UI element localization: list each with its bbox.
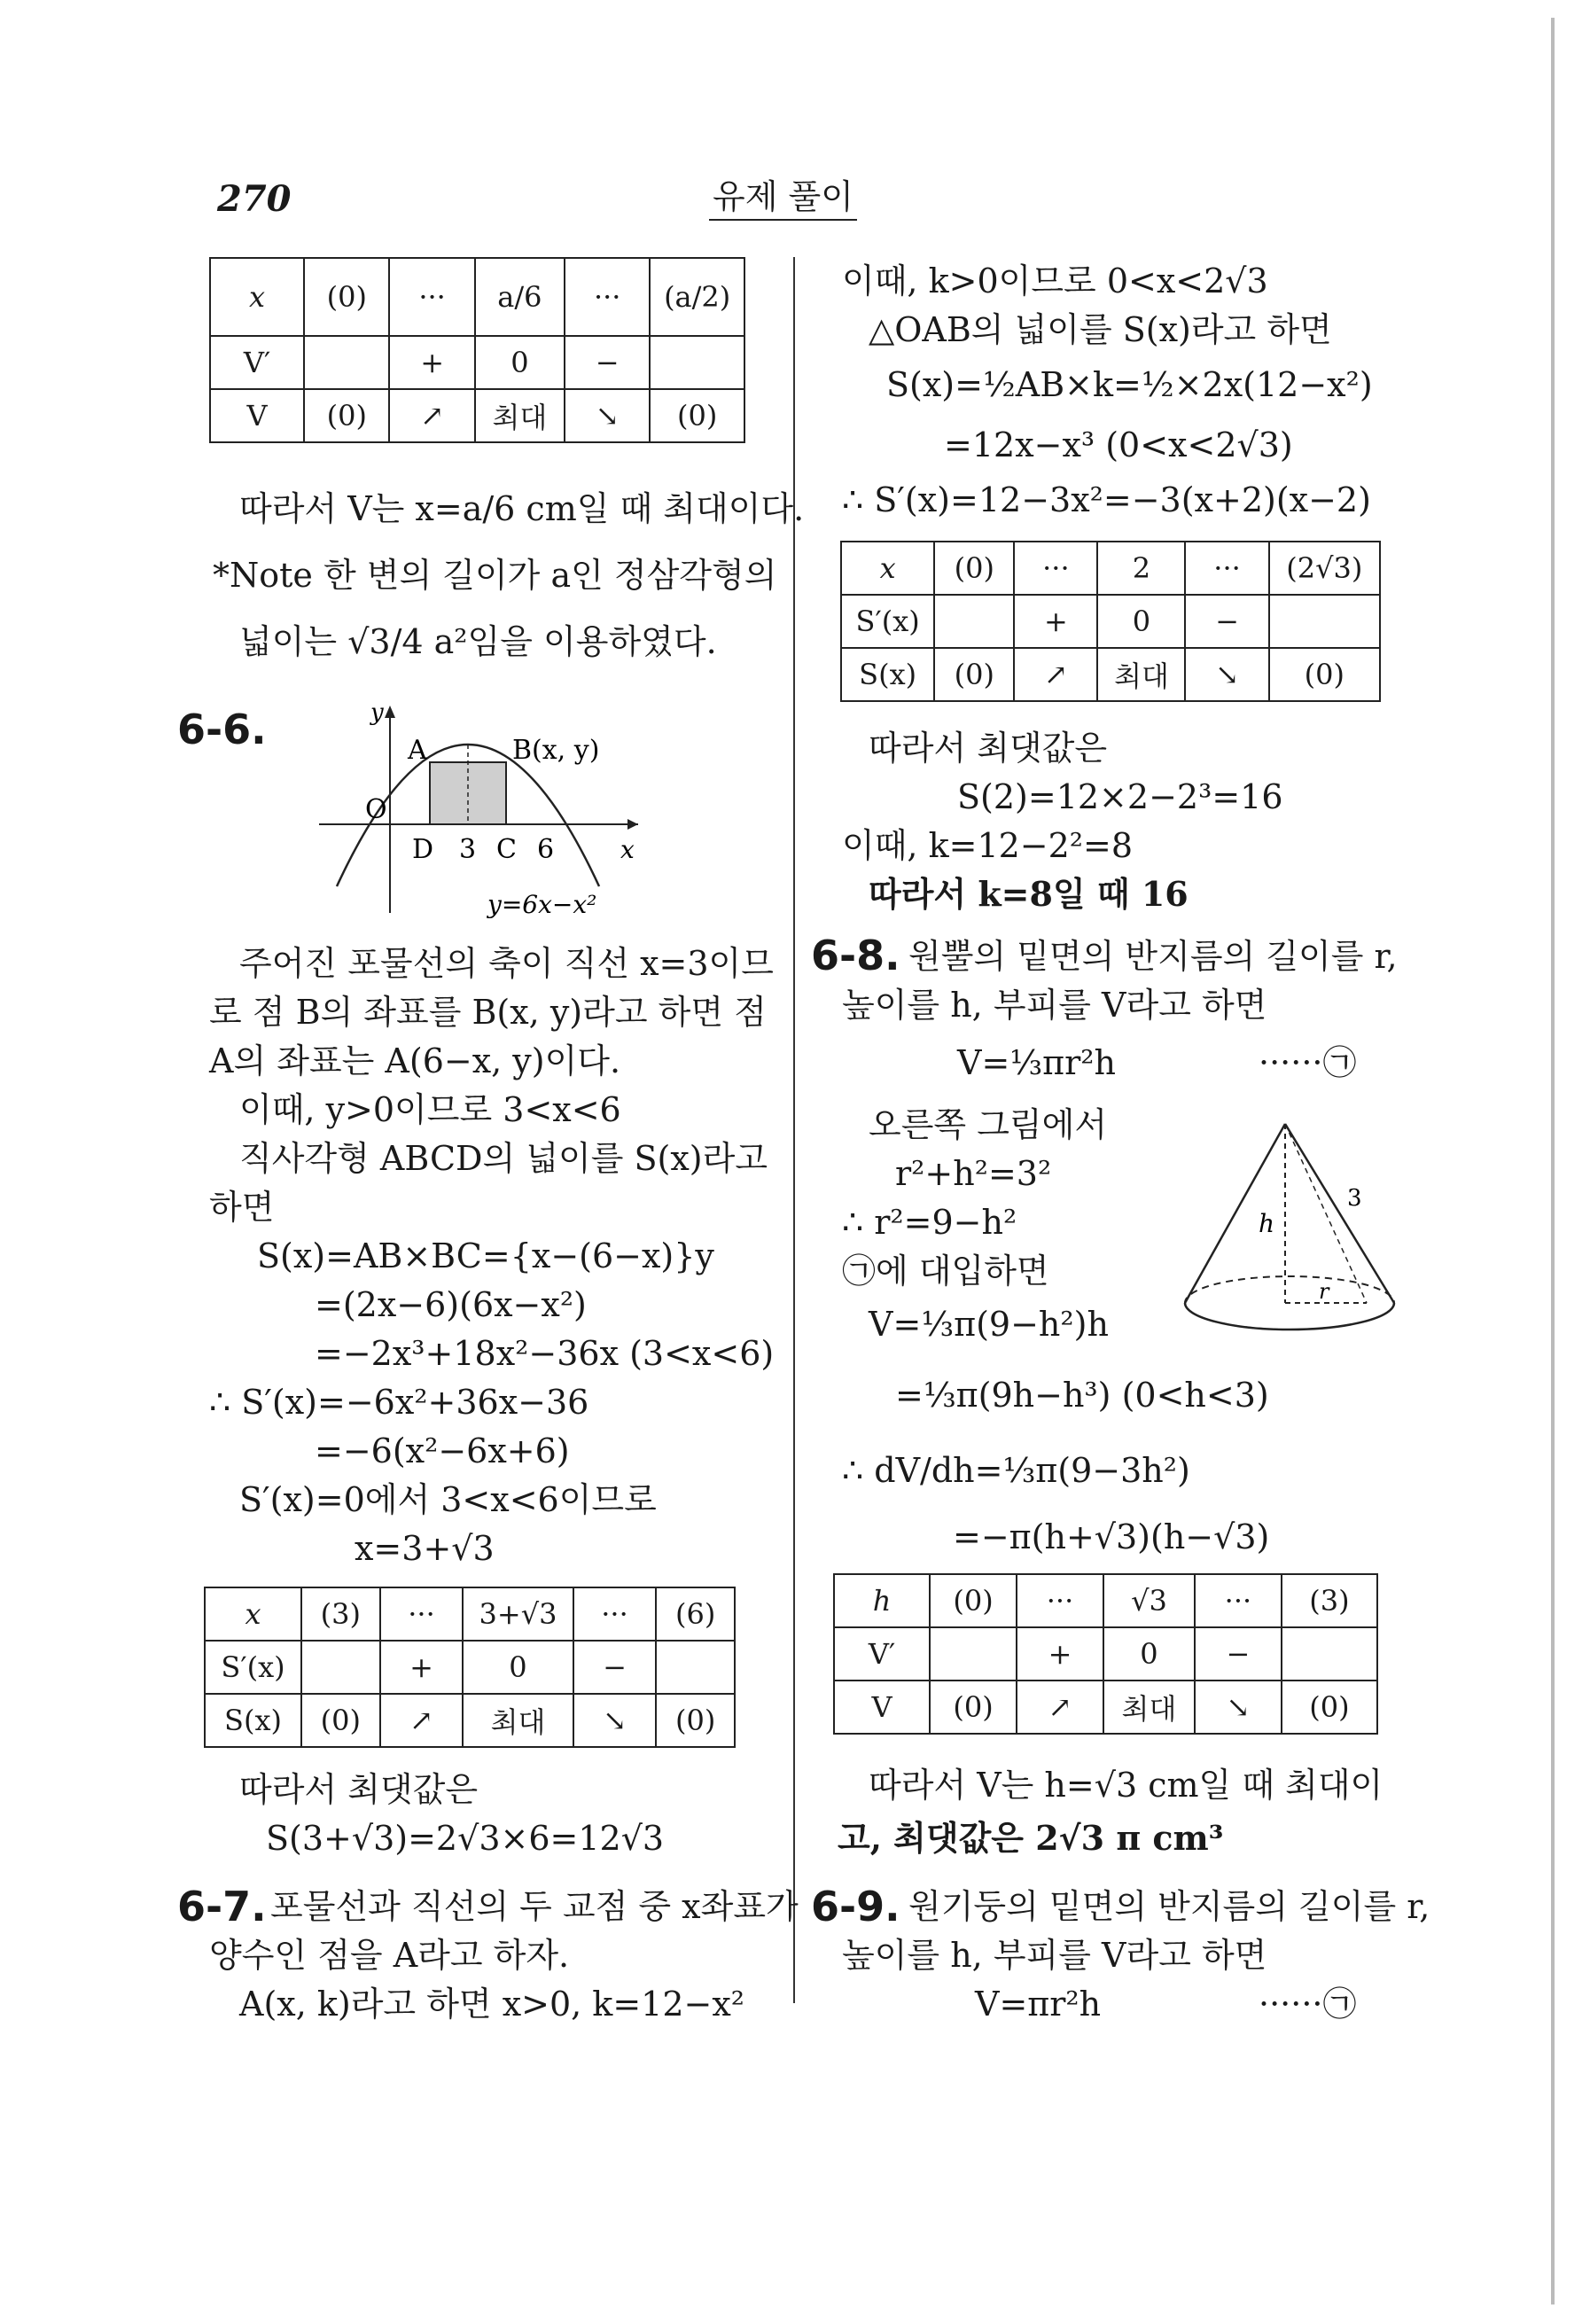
equation-line: x=3+√3 xyxy=(355,1529,495,1568)
table-cell: S′(x) xyxy=(841,595,934,648)
cone-label-r: r xyxy=(1319,1279,1329,1304)
cone-label-3: 3 xyxy=(1347,1185,1362,1212)
y-axis-arrow xyxy=(385,706,395,718)
table-cell: 2 xyxy=(1097,542,1185,595)
problem-number-6-8: 6-8. xyxy=(811,932,900,979)
table-cell: 3+√3 xyxy=(463,1587,573,1641)
table-cell: 최대 xyxy=(463,1694,573,1747)
equation-line: S(2)=12×2−2³=16 xyxy=(957,777,1283,816)
table-row xyxy=(205,1641,735,1694)
table-cell: (6) xyxy=(656,1587,735,1641)
table-cell: S′(x) xyxy=(205,1641,301,1694)
label-b: B(x, y) xyxy=(512,735,600,766)
label-x: x xyxy=(620,835,635,864)
table-cell: (2√3) xyxy=(1269,542,1380,595)
table-cell: V xyxy=(210,389,304,442)
table-cell: (0) xyxy=(301,1694,380,1747)
table-cell: √3 xyxy=(1103,1574,1195,1627)
table-cell: − xyxy=(1185,595,1268,648)
table-cell xyxy=(650,336,744,389)
table-cell xyxy=(930,1627,1017,1681)
label-o: O xyxy=(365,794,387,825)
text-line: 이때, k>0이므로 0<x<2√3 xyxy=(842,261,1268,300)
table-cell xyxy=(304,336,389,389)
table-cell: (a/2) xyxy=(650,258,744,336)
table-v-increase-decrease xyxy=(209,257,745,443)
problem-number-6-6: 6-6. xyxy=(177,706,267,753)
table-cell: ↗ xyxy=(389,389,474,442)
equation-line: S(x)=½AB×k=½×2x(12−x²) xyxy=(886,365,1373,404)
table-cell: V′ xyxy=(210,336,304,389)
equation-line: ∴ dV/dh=⅓π(9−3h²) xyxy=(842,1451,1190,1490)
text-line: 이때, k=12−2²=8 xyxy=(842,826,1134,865)
table-cell: (3) xyxy=(1282,1574,1377,1627)
equation-line: S(3+√3)=2√3×6=12√3 xyxy=(266,1819,665,1858)
table-row xyxy=(841,648,1380,701)
table-cell: + xyxy=(1014,595,1097,648)
text-line: △OAB의 넓이를 S(x)라고 하면 xyxy=(869,310,1332,349)
table-cell: ↗ xyxy=(1017,1681,1103,1734)
table-cell: V xyxy=(834,1681,930,1734)
table-cell: 최대 xyxy=(475,389,565,442)
text-line: 직사각형 ABCD의 넓이를 S(x)라고 xyxy=(239,1139,768,1178)
text-line: 양수인 점을 A라고 하자. xyxy=(209,1936,570,1975)
table-cell xyxy=(1282,1627,1377,1681)
text-line: 따라서 최댓값은 xyxy=(869,729,1108,768)
label-c: C xyxy=(496,834,517,865)
equation-line: V=⅓π(9−h²)h xyxy=(869,1305,1109,1344)
equation-tag: ······㉠ xyxy=(1259,1985,1357,2024)
equation-tag: ······㉠ xyxy=(1259,1043,1357,1082)
table-cell: 0 xyxy=(475,336,565,389)
table-cell: x xyxy=(841,542,934,595)
table-row xyxy=(834,1681,1377,1734)
table-cell: ↘ xyxy=(1195,1681,1282,1734)
table-row xyxy=(210,389,744,442)
table-cell: ↗ xyxy=(380,1694,464,1747)
table-volume-increase-decrease xyxy=(833,1573,1378,1735)
table-cell xyxy=(1269,595,1380,648)
text-line: 주어진 포물선의 축이 직선 x=3이므 xyxy=(239,944,774,983)
text-line: 따라서 V는 x=a/6 cm일 때 최대이다. xyxy=(239,489,805,528)
text-line: 따라서 최댓값은 xyxy=(239,1770,479,1809)
problem-number-6-9: 6-9. xyxy=(811,1883,900,1930)
page-title: 유제 풀이 xyxy=(709,180,857,221)
table-cell: ··· xyxy=(1185,542,1268,595)
label-3: 3 xyxy=(459,834,477,865)
table-row xyxy=(205,1694,735,1747)
equation-line: =−π(h+√3)(h−√3) xyxy=(953,1517,1270,1556)
text-line: 오른쪽 그림에서 xyxy=(869,1105,1108,1144)
text-line: 원기둥의 밑면의 반지름의 길이를 r, xyxy=(908,1887,1430,1926)
table-row xyxy=(205,1587,735,1641)
table-cell: x xyxy=(205,1587,301,1641)
cone-base-front xyxy=(1185,1303,1394,1330)
text-line: 포물선과 직선의 두 교점 중 x좌표가 xyxy=(270,1887,799,1926)
text-line: 로 점 B의 좌표를 B(x, y)라고 하면 점 xyxy=(209,993,767,1032)
answer-line: 따라서 k=8일 때 16 xyxy=(869,874,1189,914)
table-cell: (0) xyxy=(930,1681,1017,1734)
table-cell: ··· xyxy=(389,258,474,336)
equation-line: r²+h²=3² xyxy=(895,1154,1052,1193)
table-cell: (3) xyxy=(301,1587,380,1641)
table-cell: h xyxy=(834,1574,930,1627)
page-edge xyxy=(1551,18,1555,2305)
equation-line: =(2x−6)(6x−x²) xyxy=(315,1285,587,1324)
table-row xyxy=(210,258,744,336)
table-cell: (0) xyxy=(304,258,389,336)
equation-line: ∴ r²=9−h² xyxy=(842,1203,1017,1242)
table-cell: ··· xyxy=(380,1587,464,1641)
label-d: D xyxy=(412,834,434,865)
table-cell: (0) xyxy=(934,542,1014,595)
cone-slant xyxy=(1285,1124,1367,1303)
text-line: S′(x)=0에서 3<x<6이므로 xyxy=(239,1480,657,1519)
table-cell: + xyxy=(389,336,474,389)
table-s-increase-decrease xyxy=(204,1587,736,1748)
text-line: 하면 xyxy=(209,1188,275,1227)
text-line: 넓이는 √3/4 a²임을 이용하였다. xyxy=(239,622,717,661)
equation-line: =−2x³+18x²−36x (3<x<6) xyxy=(315,1334,775,1373)
table-cell: + xyxy=(380,1641,464,1694)
table-cell: 0 xyxy=(1097,595,1185,648)
label-a: A xyxy=(408,735,427,766)
equation-line: V=πr²h xyxy=(975,1985,1102,2024)
table-cell: a/6 xyxy=(475,258,565,336)
table-cell: ↘ xyxy=(1185,648,1268,701)
table-cell: 최대 xyxy=(1103,1681,1195,1734)
table-cell: − xyxy=(1195,1627,1282,1681)
table-s-area-increase-decrease xyxy=(840,541,1381,702)
text-line: 원뿔의 밑면의 반지름의 길이를 r, xyxy=(908,937,1398,976)
table-cell: ··· xyxy=(1017,1574,1103,1627)
table-cell xyxy=(301,1641,380,1694)
table-cell: − xyxy=(573,1641,657,1694)
table-cell: x xyxy=(210,258,304,336)
table-cell: 0 xyxy=(1103,1627,1195,1681)
table-cell: S(x) xyxy=(841,648,934,701)
table-cell: ··· xyxy=(565,258,650,336)
table-cell xyxy=(656,1641,735,1694)
table-row xyxy=(834,1574,1377,1627)
label-6: 6 xyxy=(537,834,555,865)
text-line: 이때, y>0이므로 3<x<6 xyxy=(239,1090,621,1129)
label-y: y xyxy=(370,700,384,726)
cone-label-h: h xyxy=(1259,1209,1275,1238)
table-cell: (0) xyxy=(1269,648,1380,701)
table-cell: ↘ xyxy=(573,1694,657,1747)
table-cell: (0) xyxy=(930,1574,1017,1627)
table-cell: (0) xyxy=(650,389,744,442)
text-line: ㉠에 대입하면 xyxy=(842,1252,1049,1291)
parabola-equation: y=6x−x² xyxy=(487,890,597,919)
equation-line: =⅓π(9h−h³) (0<h<3) xyxy=(895,1376,1269,1415)
answer-line: 고, 최댓값은 2√3 π cm³ xyxy=(838,1818,1224,1858)
equation-line: =−6(x²−6x+6) xyxy=(315,1431,570,1470)
table-cell xyxy=(934,595,1014,648)
table-cell: + xyxy=(1017,1627,1103,1681)
page-number: 270 xyxy=(217,178,292,220)
text-line: 따라서 V는 h=√3 cm일 때 최대이 xyxy=(869,1766,1383,1805)
table-cell: 0 xyxy=(463,1641,573,1694)
equation-line: V=⅓πr²h xyxy=(957,1043,1116,1082)
table-cell: V′ xyxy=(834,1627,930,1681)
text-line: 높이를 h, 부피를 V라고 하면 xyxy=(842,1936,1267,1975)
text-line: 높이를 h, 부피를 V라고 하면 xyxy=(842,986,1267,1025)
table-cell: ··· xyxy=(1014,542,1097,595)
parabola-figure xyxy=(319,700,656,922)
equation-line: S(x)=AB×BC={x−(6−x)}y xyxy=(257,1236,714,1275)
table-row xyxy=(834,1627,1377,1681)
table-cell: − xyxy=(565,336,650,389)
table-cell: (0) xyxy=(1282,1681,1377,1734)
table-cell: ↗ xyxy=(1014,648,1097,701)
table-row xyxy=(841,542,1380,595)
table-cell: (0) xyxy=(304,389,389,442)
note-line: *Note 한 변의 길이가 a인 정삼각형의 xyxy=(213,556,777,595)
table-row xyxy=(841,595,1380,648)
table-cell: ↘ xyxy=(565,389,650,442)
table-cell: ··· xyxy=(573,1587,657,1641)
equation-line: ∴ S′(x)=−6x²+36x−36 xyxy=(209,1383,589,1422)
x-axis-arrow xyxy=(627,819,638,830)
table-cell: S(x) xyxy=(205,1694,301,1747)
table-cell: 최대 xyxy=(1097,648,1185,701)
text-line: A의 좌표는 A(6−x, y)이다. xyxy=(209,1041,621,1080)
table-cell: (0) xyxy=(656,1694,735,1747)
cone-figure xyxy=(1170,1117,1409,1347)
table-cell: (0) xyxy=(934,648,1014,701)
equation-line: =12x−x³ (0<x<2√3) xyxy=(944,425,1293,464)
table-row xyxy=(210,336,744,389)
table-cell: ··· xyxy=(1195,1574,1282,1627)
equation-line: ∴ S′(x)=12−3x²=−3(x+2)(x−2) xyxy=(842,480,1371,519)
text-line: A(x, k)라고 하면 x>0, k=12−x² xyxy=(239,1985,745,2024)
problem-number-6-7: 6-7. xyxy=(177,1883,267,1930)
